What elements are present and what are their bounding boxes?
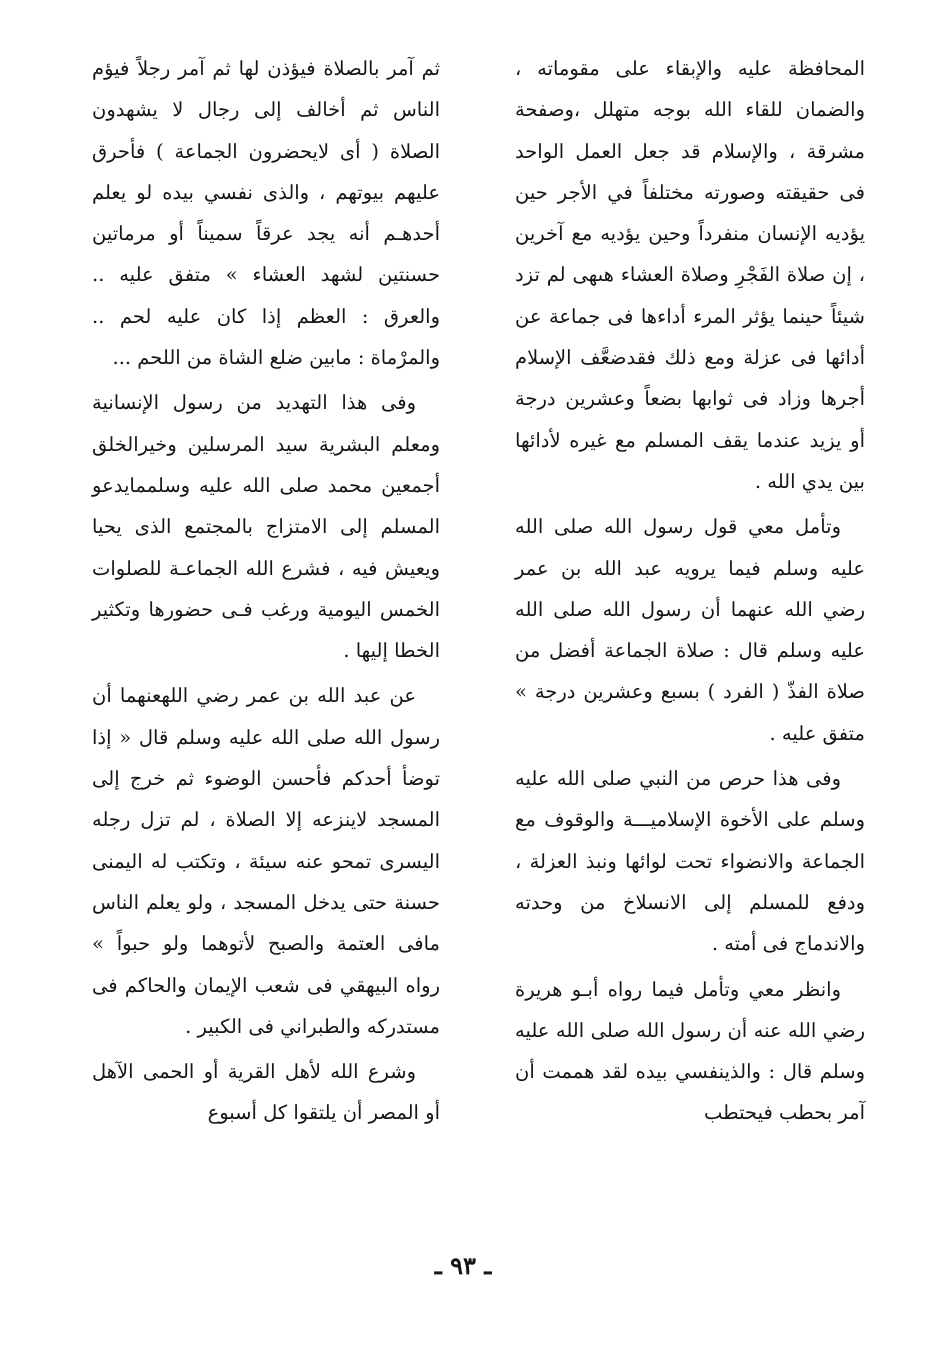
paragraph: المحافظة عليه والإبقاء على مقوماته ، والضمان للقاء الله بوجه متهلل ،وصفحة مشرقة ، والإسلام قد جعل العمل الواحد فى حقيقته وصورته مختلفاً في الأجر حين يؤديه الإنسان منفرداً وحين يؤديه مع آخرين ، إن صلاة الفَجْرِ وصلاة العشاء هىهى لم تزد شيئاً حينما يؤثر المرء أداءها فى جماعة عن أدائها فى عزلة ومع ذلك فقدضعَّف الإسلام أجرها وزاد فى ثوابها بضعاً وعشرين درجة أو يزيد عندما يقف المسلم مع غيره لأدائها بين يدي الله . <box>515 57 865 493</box>
paragraph: وانظر معي وتأمل فيما رواه أبـو هريرة رضي الله عنه أن رسول الله صلى الله عليه وسلم قال : والذينفسي بيده لقد هممت أن آمر بحطب فيحتطب <box>515 977 865 1125</box>
paragraph: وفى هذا التهديد من رسول الإنسانية ومعلم البشرية سيد المرسلين وخيرالخلق أجمعين محمد صلى الله عليه وسلممايدعو المسلم إلى الامتزاج بالمجتمع الذى يحيا ويعيش فيه ، فشرع الله الجماعـة للصلوات الخمس اليومية ورغب فـى حضورها وتكثير الخطا إليها . <box>92 391 440 663</box>
paragraph: وشرع الله لأهل القرية أو الحمى الآهل أو المصر أن يلتقوا كل أسبوع <box>92 1060 440 1125</box>
page-number: ـ ٩٣ ـ <box>434 1251 492 1280</box>
right-text-column <box>515 48 865 1138</box>
paragraph: وفى هذا حرص من النبي صلى الله عليه وسلم على الأخوة الإسلاميـــة والوقوف مع الجماعة والانضواء تحت لوائها ونبذ العزلة ، ودفع للمسلم إلى الانسلاخ من وحدته والاندماج فى أمته . <box>515 767 865 956</box>
left-text-column <box>92 48 440 1138</box>
paragraph: ثم آمر بالصلاة فيؤذن لها ثم آمر رجلاً فيؤم الناس ثم أخالف إلى رجال لا يشهدون الصلاة ( أى لايحضرون الجماعة ) فأحرق عليهم بيوتهم ، والذى نفسي بيده لو يعلم أحدهـم أنه يجد عرقاً سميناً أو مرماتين حسنتين لشهد العشاء » متفق عليه .. والعرق : العظم إذا كان عليه لحم .. والمرْماة : مابين ضلع الشاة من اللحم ... <box>92 57 440 370</box>
paragraph: عن عبد الله بن عمر رضي اللهعنهما أن رسول الله صلى الله عليه وسلم قال « إذا توضأ أحدكم فأحسن الوضوء ثم خرج إلى المسجد لاينزعه إلا الصلاة ، لم تزل رجله اليسرى تمحو عنه سيئة ، وتكتب له اليمنى حسنة حتى يدخل المسجد ، ولو يعلم الناس مافى العتمة والصبح لأتوهما ولو حبواً » رواه البيهقي فى شعب الإيمان والحاكم فى مستدركه والطبراني فى الكبير . <box>92 684 440 1038</box>
paragraph: وتأمل معي قول رسول الله صلى الله عليه وسلم فيما يرويه عبد الله بن عمر رضي الله عنهما أن رسول الله صلى الله عليه وسلم قال : صلاة الجماعة أفضل من صلاة الفذّ ( الفرد ) بسبع وعشرين درجة » متفق عليه . <box>515 515 865 745</box>
